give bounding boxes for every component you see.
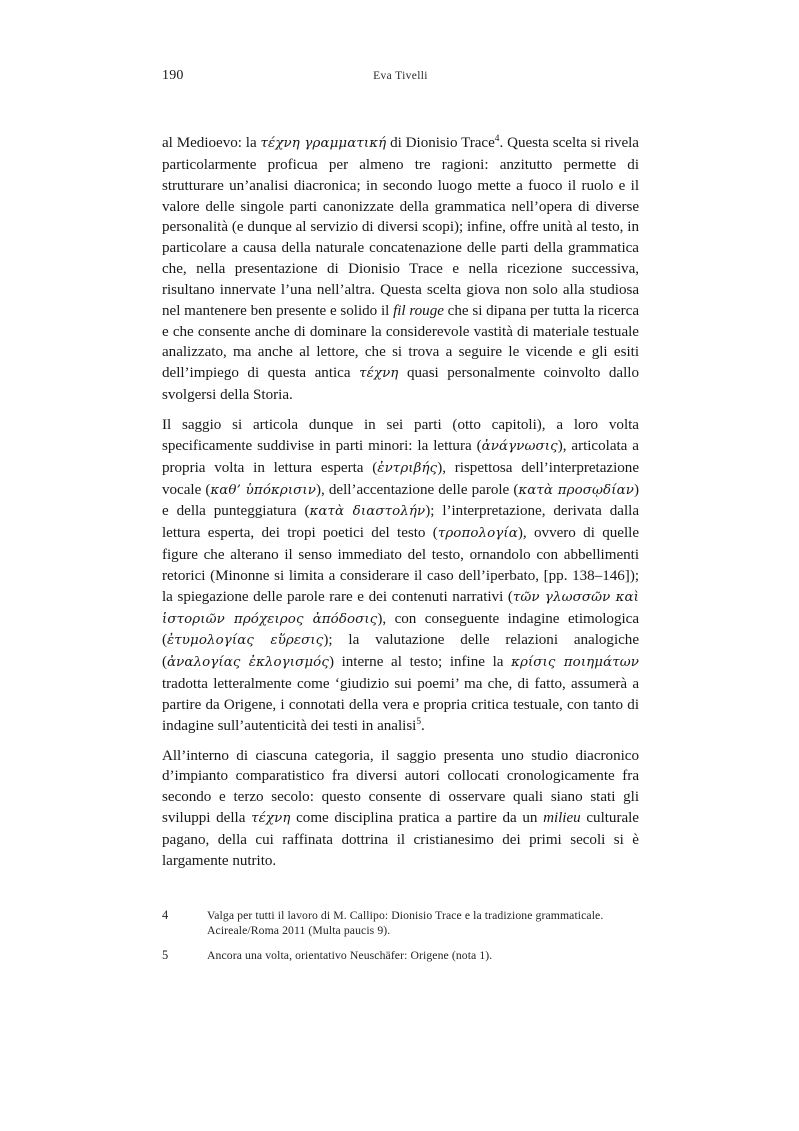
greek-term: κατὰ διαστολήν [309, 504, 426, 520]
paragraph: All’interno di ciascuna categoria, il saggio presenta uno studio diacronico d’impianto comparatistico fra diversi autori collocati cronologicamente fra secondo e terzo secolo: questo consente di osservare quali siano stati gli sviluppi della τέχνη come disciplina pratica a partire da un milieu culturale pagano, della cui raffinata dottrina il cristianesimo dei primi secoli si è largamente nutrito. [162, 747, 639, 869]
greek-term: τέχνη γραμματική [260, 136, 387, 151]
greek-term: κατὰ προσῳδίαν [518, 482, 634, 498]
footnote-reference[interactable]: 4 [494, 133, 500, 144]
greek-term: ἐντριβής [377, 460, 438, 476]
greek-term: τέχνη [251, 811, 291, 827]
greek-term: τέχνη [359, 366, 399, 382]
greek-term: τῶν γλωσσῶν καὶ ἱστοριῶν πρόχειρος ἀπόδοσις [162, 589, 639, 627]
paragraph: al Medioevo: la τέχνη γραμματική di Dionisio Trace$^4$. Questa scelta si rivela particolarmente proficua per almeno tre ragioni: anzitutto permette di strutturare un’analisi diacronica; in secondo luogo mette a fuoco il ruolo e il valore delle singole parti canonizzate della grammatica nell’opera di diverse personalità (e dunque al servizio di diversi scopi); infine, offre unità al testo, in particolare a causa della naturale concatenazione delle parti della grammatica che, nella presentazione di Dionisio Trace e nella ricezione successiva, risultano innervate l’una nell’altra. Questa scelta giova non solo alla studiosa nel mantenere ben presente e solido il fil rouge che si dipana per tutta la ricerca e che consente anche di dominare la considerevole vastità di materiale testuale analizzato, ma anche al lettore, che si trova a seguire le vicende e gli esiti dell’impiego di questa antica τέχνη quasi personalmente coinvolto dallo svolgersi della Storia. [162, 133, 639, 404]
running-head-title: Eva Tivelli [373, 70, 428, 82]
footnote-item [162, 948, 639, 963]
italic-term: milieu [543, 810, 581, 827]
footnote-reference[interactable]: 5 [416, 716, 422, 727]
greek-term: καθ’ ὑπόκρισιν [210, 482, 317, 498]
paragraph: Il saggio si articola dunque in sei parti (otto capitoli), a loro volta specificamente suddivise in parti minori: la lettura (ἀνάγνωσις), articolata a propria volta in lettura esperta (ἐντριβής), rispettosa dell’interpretazione vocale (καθ’ ὑπόκρισιν), dell’accentazione delle parole (κατὰ προσῳδίαν) e della punteggiatura (κατὰ διαστολήν); l’interpretazione, derivata dalla lettura esperta, dei tropi poetici del testo (τροπολογία), ovvero di quelle figure che alterano il senso immediato del testo, ornandolo con abbellimenti retorici (Minonne si limita a considerare il caso dell’iperbato, [pp. 138–146]); la spiegazione delle parole rare e dei contenuti narrativi (τῶν γλωσσῶν καὶ ἱστοριῶν πρόχειρος ἀπόδοσις), con conseguente indagine etimologica (ἐτυμολογίας εὕρεσις); la valutazione delle relazioni analogiche (ἀναλογίας ἐκλογισμός) interne al testo; infine la κρίσις ποιημάτων tradotta letteralmente come ‘giudizio sui poemi’ ma che, di fatto, assumerà a partire da Origene, i connotati della vera e propria critica testuale, con tanto di indagine sull’autenticità dei testi in analisi$^5$. [162, 416, 640, 734]
footnote-item [162, 908, 639, 939]
greek-term: τροπολογία [437, 526, 518, 542]
page-number: 190 [162, 68, 184, 83]
running-head [162, 68, 639, 90]
greek-term: ἀναλογίας ἐκλογισμός [167, 655, 329, 671]
footnote-text: Ancora una volta, orientativo Neuschäfer: Origene (nota 1). [207, 948, 493, 962]
footnote-number: 5 [162, 947, 169, 962]
page-text-block [162, 0, 639, 963]
footnote-section [162, 908, 639, 963]
greek-term: ἐτυμολογίας εὕρεσις [167, 633, 324, 649]
body-text [162, 133, 639, 872]
footnote-number: 4 [162, 907, 169, 922]
italic-term: fil rouge [393, 302, 444, 319]
greek-term: κρίσις ποιημάτων [511, 655, 640, 671]
footnote-text: Valga per tutti il lavoro di M. Callipo: Dionisio Trace e la tradizione grammaticale. Acireale/Roma 2011 (Multa paucis 9). [207, 908, 604, 938]
greek-term: ἀνάγνωσις [481, 438, 558, 454]
